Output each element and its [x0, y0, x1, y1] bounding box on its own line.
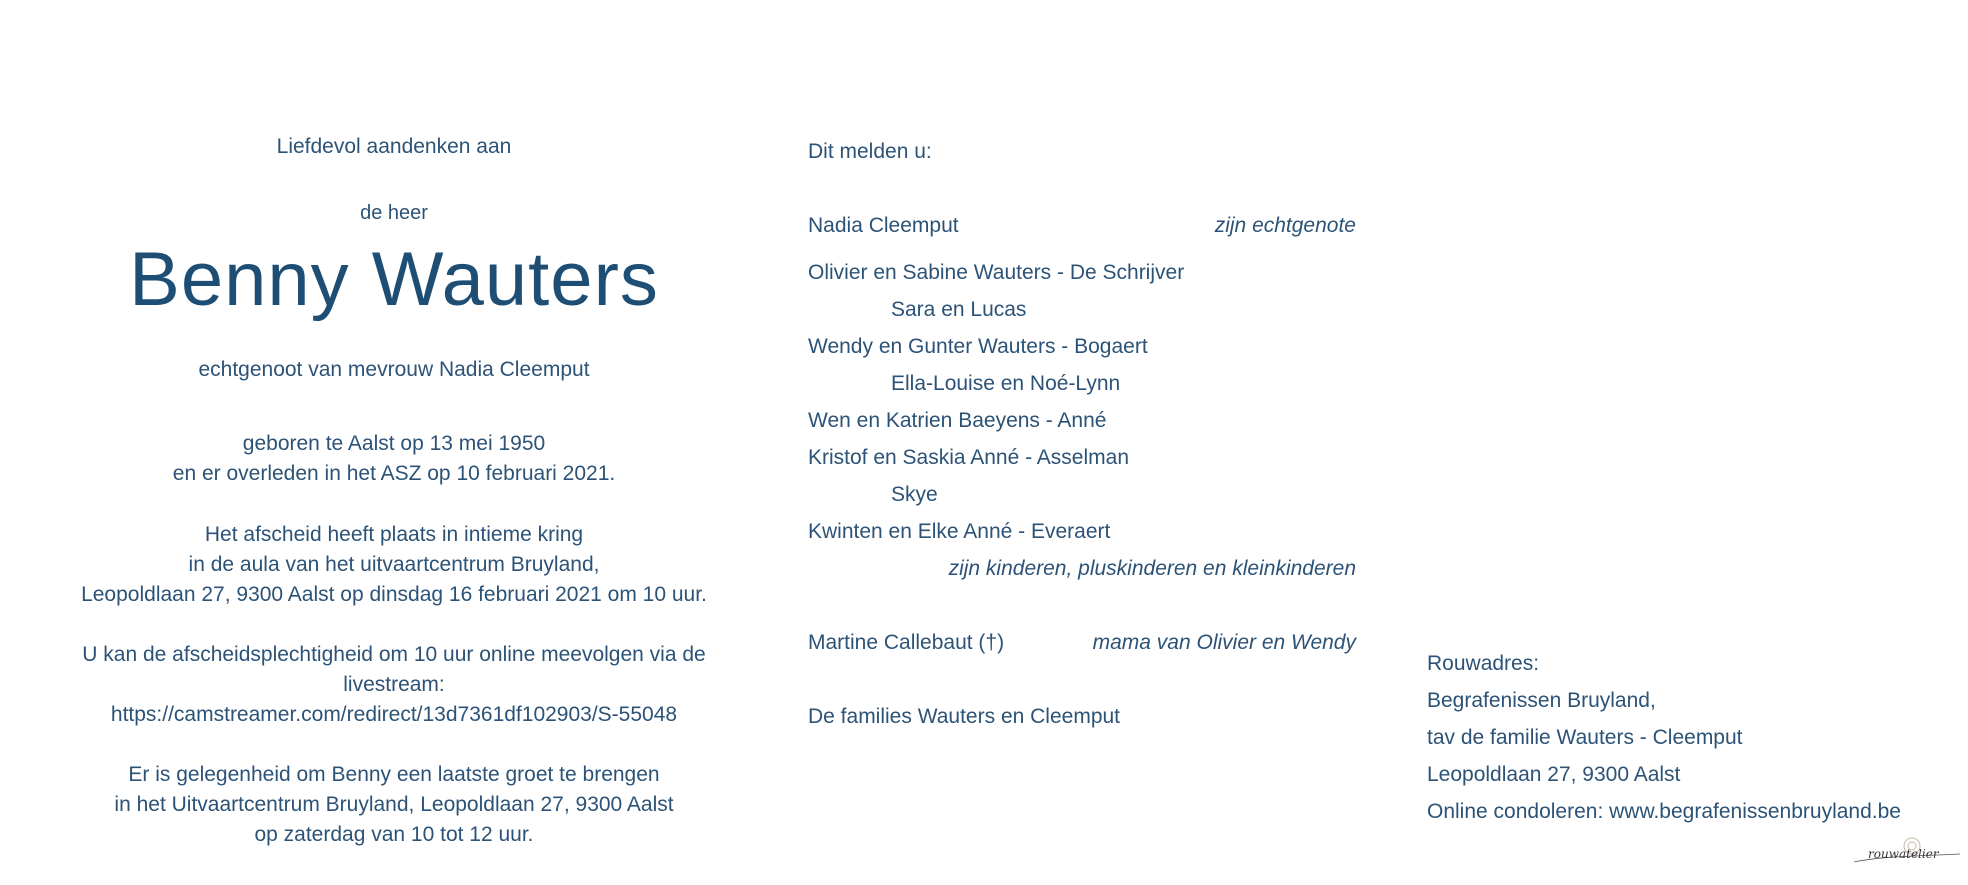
death-line: en er overleden in het ASZ op 10 februari 2021. — [172, 462, 616, 485]
address-line: tav de familie Wauters - Cleemput — [1427, 726, 1743, 749]
visit-line: op zaterdag van 10 tot 12 uur. — [254, 823, 534, 846]
mother-row — [808, 628, 1356, 658]
list-item: Kwinten en Elke Anné - Everaert — [808, 520, 1111, 543]
list-item: Sara en Lucas — [891, 298, 1027, 321]
address-line: Rouwadres: — [1427, 652, 1540, 675]
deceased-name: Benny Wauters — [129, 237, 659, 322]
mother-name: Martine Callebaut (†) — [808, 631, 1005, 654]
rouwatelier-logo — [1852, 832, 1962, 872]
birth-line: geboren te Aalst op 13 mei 1950 — [242, 432, 546, 455]
intro-text: Liefdevol aandenken aan — [276, 135, 512, 158]
address-line: Begrafenissen Bruyland, — [1427, 689, 1656, 712]
visit-block — [40, 760, 748, 850]
address-column — [1427, 645, 1901, 830]
livestream-text: U kan de afscheidsplechtigheid om 10 uur online meevolgen via de livestream: — [82, 643, 706, 696]
spouse-line: echtgenoot van mevrouw Nadia Cleemput — [198, 358, 590, 381]
logo-text: rouwatelier — [1868, 847, 1939, 861]
list-item: Wendy en Gunter Wauters - Bogaert — [808, 335, 1148, 358]
farewell-block — [40, 520, 748, 610]
spouse-relation: zijn echtgenote — [1214, 214, 1356, 237]
honorific: de heer — [360, 202, 428, 224]
livestream-link[interactable]: https://camstreamer.com/redirect/13d7361df102903/S-55048 — [110, 703, 678, 726]
announcers-header: Dit melden u: — [808, 140, 932, 163]
list-item: Kristof en Saskia Anné - Asselman — [808, 446, 1129, 469]
families-line: De families Wauters en Cleemput — [808, 705, 1121, 728]
condolence-link[interactable]: Online condoleren: www.begrafenissenbruyland.be — [1427, 800, 1901, 823]
list-item: Olivier en Sabine Wauters - De Schrijver — [808, 261, 1185, 284]
mother-relation: mama van Olivier en Wendy — [1092, 631, 1356, 654]
farewell-line: Leopoldlaan 27, 9300 Aalst op dinsdag 16 februari 2021 om 10 uur. — [81, 583, 707, 606]
farewell-line: Het afscheid heeft plaats in intieme kring — [204, 523, 584, 546]
spouse-row — [808, 211, 1356, 241]
children-relation: zijn kinderen, pluskinderen en kleinkinderen — [948, 557, 1356, 580]
birth-death-block — [40, 429, 748, 489]
address-line: Leopoldlaan 27, 9300 Aalst — [1427, 763, 1681, 786]
visit-line: in het Uitvaartcentrum Bruyland, Leopoldlaan 27, 9300 Aalst — [114, 793, 674, 816]
farewell-line: in de aula van het uitvaartcentrum Bruyland, — [188, 553, 600, 576]
spouse-name: Nadia Cleemput — [808, 214, 959, 237]
list-item: Wen en Katrien Baeyens - Anné — [808, 409, 1107, 432]
list-item: Ella-Louise en Noé-Lynn — [891, 372, 1121, 395]
list-item: Skye — [891, 483, 938, 506]
visit-line: Er is gelegenheid om Benny een laatste groet te brengen — [128, 763, 660, 786]
livestream-block — [40, 640, 748, 730]
